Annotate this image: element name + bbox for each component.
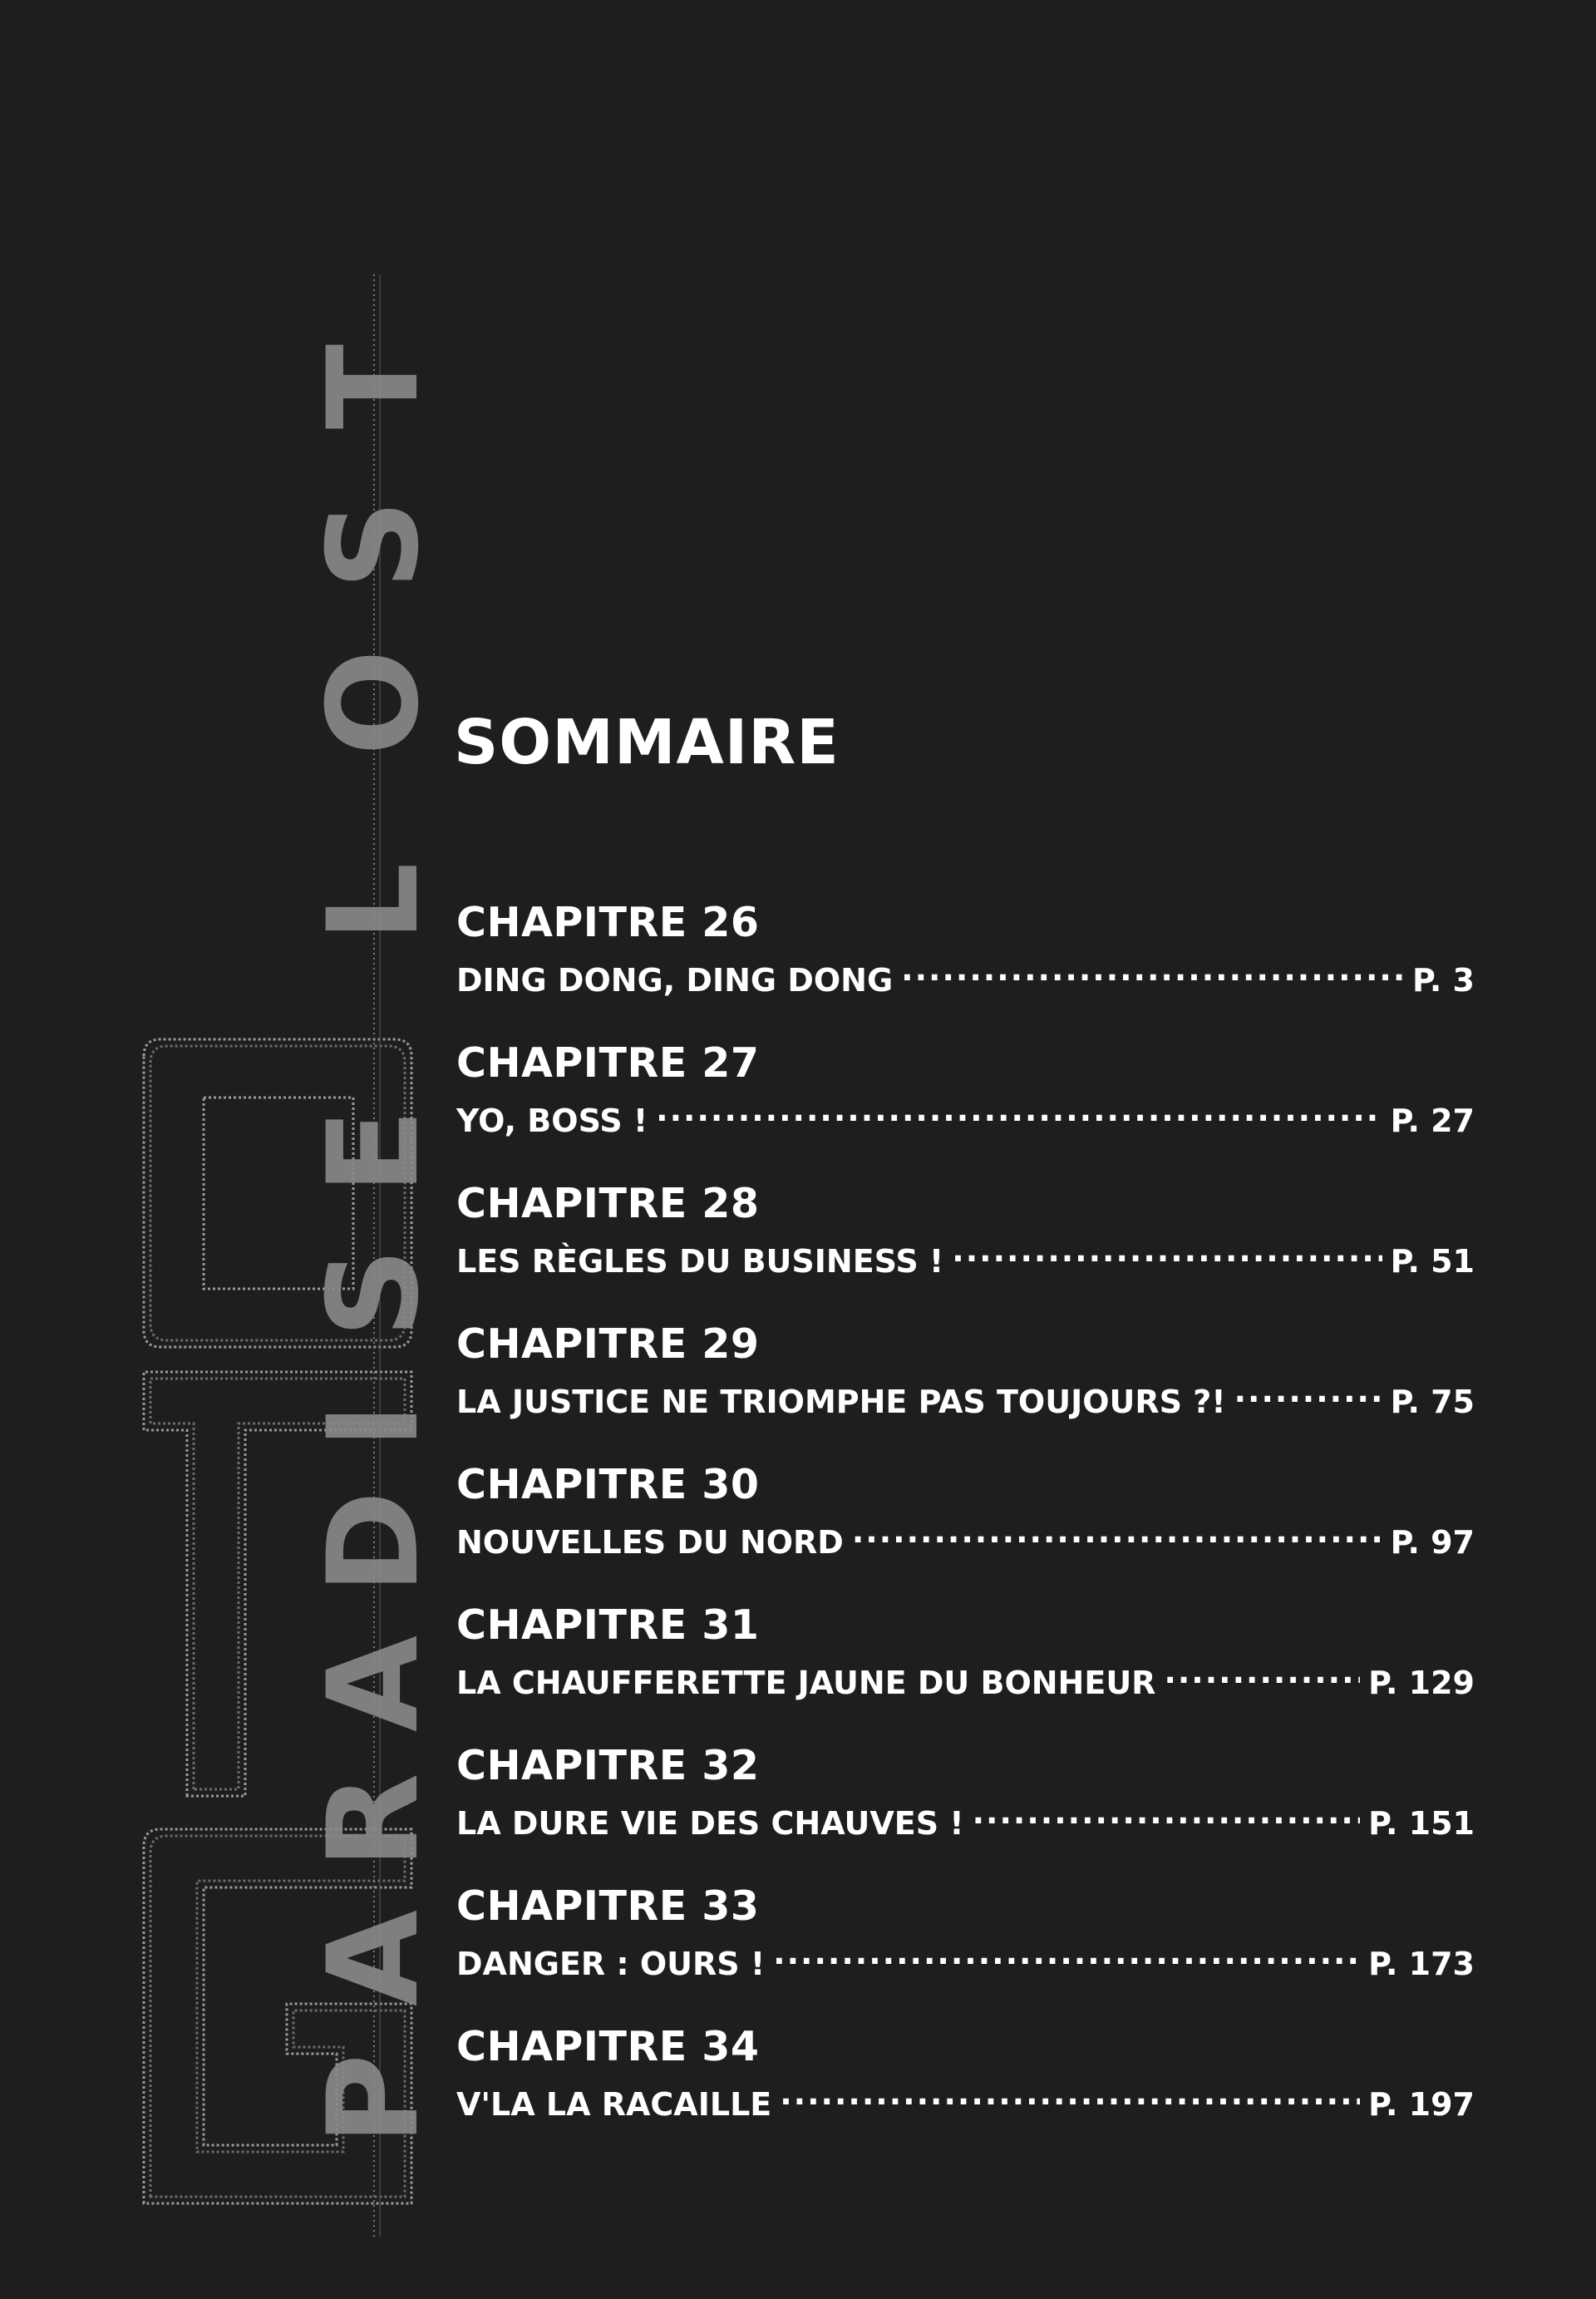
chapter-title: DANGER : OURS ! [456,1946,766,1982]
chapter-line [456,1510,1475,1564]
toc-entry-chapter-29 [456,1320,1475,1460]
chapter-line [456,1931,1475,1986]
dot-leader [1234,1369,1382,1413]
chapter-line [456,1650,1475,1705]
dot-leader [1164,1650,1360,1694]
vertical-title-letter: S [302,1247,446,1339]
page-number: P. 51 [1390,1243,1475,1280]
chapter-label: CHAPITRE 31 [456,1601,760,1649]
vertical-title-letter: P [302,2054,446,2145]
toc-entry-chapter-32 [456,1741,1475,1882]
page-number: P. 173 [1368,1946,1475,1982]
toc-entry-chapter-26 [456,898,1475,1038]
chapter-line [456,1369,1475,1423]
page-title: SOMMAIRE [454,707,840,778]
chapter-line [456,948,1475,1002]
vertical-title-letter: I [302,1403,446,1449]
page-number: P. 27 [1390,1103,1475,1139]
toc-entry-chapter-27 [456,1038,1475,1179]
vertical-title-letter: E [302,1108,446,1195]
vertical-title-letter: A [302,1909,446,2007]
chapter-label: CHAPITRE 29 [456,1320,760,1368]
chapter-label: CHAPITRE 33 [456,1882,760,1930]
chapter-title: V'LA LA RACAILLE [456,2086,772,2123]
page-number: P. 75 [1390,1384,1475,1420]
chapter-title: NOUVELLES DU NORD [456,1524,844,1561]
dot-leader [952,1229,1382,1272]
dot-leader [901,948,1404,991]
chapter-line [456,1791,1475,1845]
toc-entry-chapter-34 [456,2022,1475,2163]
chapter-title: LA CHAUFFERETTE JAUNE DU BONHEUR [456,1665,1156,1701]
chapter-label: CHAPITRE 34 [456,2023,760,2070]
dot-leader [852,1510,1382,1553]
vertical-title-letter: R [302,1773,446,1869]
page-number: P. 3 [1412,962,1475,999]
toc-entry-chapter-31 [456,1601,1475,1741]
chapter-label: CHAPITRE 26 [456,899,760,946]
dot-leader [973,1791,1361,1834]
chapter-label: CHAPITRE 30 [456,1461,760,1508]
dot-leader [773,1931,1360,1975]
vertical-title-paradise-lost [302,291,474,2203]
dot-leader [780,2072,1360,2115]
chapter-line [456,1088,1475,1142]
chapter-line [456,1229,1475,1283]
chapter-title: YO, BOSS ! [456,1103,648,1139]
vertical-title-letter: D [302,1490,446,1595]
toc-entry-chapter-33 [456,1882,1475,2022]
page-number: P. 197 [1368,2086,1475,2123]
page-number: P. 97 [1390,1524,1475,1561]
toc-entry-chapter-30 [456,1460,1475,1601]
chapter-label: CHAPITRE 27 [456,1039,760,1087]
page-number: P. 151 [1368,1805,1475,1842]
vertical-title-letter: A [302,1635,446,1733]
chapter-line [456,2072,1475,2126]
vertical-title-letter: T [302,343,446,430]
chapter-title: LA JUSTICE NE TRIOMPHE PAS TOUJOURS ?! [456,1384,1226,1420]
table-of-contents [456,898,1475,2163]
page-number: P. 129 [1368,1665,1475,1701]
chapter-title: DING DONG, DING DONG [456,962,894,999]
chapter-label: CHAPITRE 28 [456,1180,760,1227]
vertical-title-letter: L [302,862,446,942]
chapter-title: LES RÈGLES DU BUSINESS ! [456,1243,944,1280]
dot-leader [656,1088,1382,1132]
chapter-title: LA DURE VIE DES CHAUVES ! [456,1805,964,1842]
vertical-title-letter: O [302,649,446,756]
toc-entry-chapter-28 [456,1179,1475,1320]
chapter-label: CHAPITRE 32 [456,1742,760,1789]
vertical-title-letter: S [302,499,446,590]
